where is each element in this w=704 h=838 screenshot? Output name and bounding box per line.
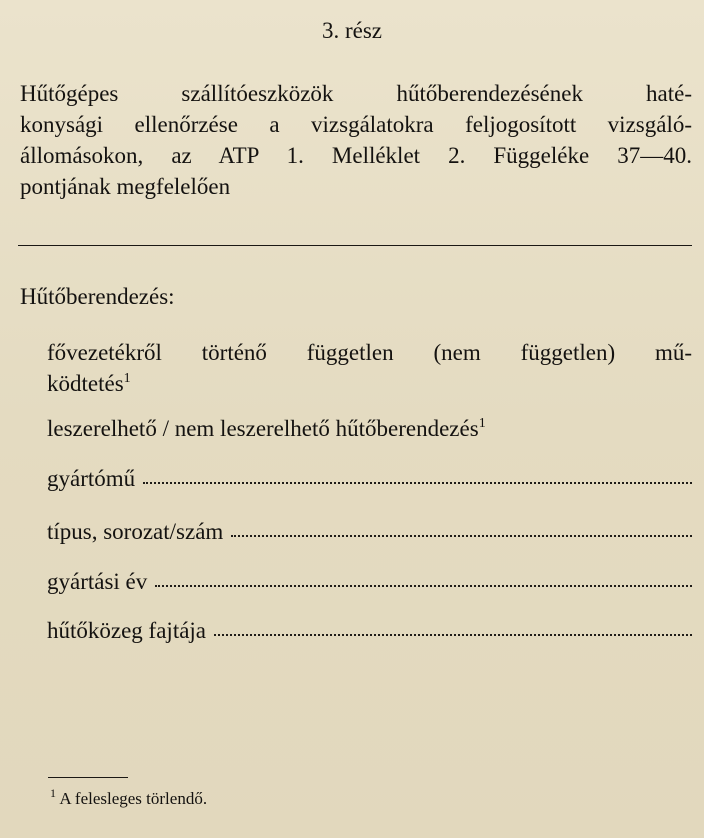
year-of-manufacture-field [47,569,692,595]
footnote-divider [48,777,128,778]
refrigerant-type-field [47,618,692,644]
footnote [50,786,208,809]
fill-in-line[interactable] [155,583,692,587]
part-heading: 3. rész [321,18,383,43]
footnote-marker: 1 [50,786,56,800]
intro-line: konysági ellenőrzése a vizsgálatokra feljogosított vizsgáló- [20,112,692,137]
footnote-text: A felesleges törlendő. [59,789,208,808]
operation-mode-line-2 [47,368,692,399]
section-title: Hűtőberendezés: [20,284,175,309]
fill-in-line[interactable] [143,480,692,484]
operation-mode-item [47,337,692,399]
intro-line: pontjának megfelelően [20,174,231,199]
operation-mode-text: ködtetés [47,371,124,396]
fill-in-line[interactable] [214,632,692,636]
field-label: gyártási év [47,569,148,594]
footnote-reference: 1 [123,371,131,386]
operation-mode-line: fővezetékről történő független (nem független) mű- [47,340,692,365]
type-series-number-field [47,519,692,545]
unit-type-item [47,416,486,442]
intro-line: Hűtőgépes szállítóeszközök hűtőberendezésének haté- [20,81,692,106]
footnote-reference: 1 [478,416,486,431]
manufacturer-field [47,466,692,492]
field-label: típus, sorozat/szám [47,519,224,544]
field-label: hűtőközeg fajtája [47,618,207,643]
field-label: gyártómű [47,466,136,491]
section-divider [18,245,692,246]
intro-line: állomásokon, az ATP 1. Melléklet 2. Függeléke 37—40. [20,143,692,168]
unit-type-text: leszerelhető / nem leszerelhető hűtőberendezés [47,416,479,441]
intro-paragraph [20,78,692,202]
fill-in-line[interactable] [231,533,692,537]
